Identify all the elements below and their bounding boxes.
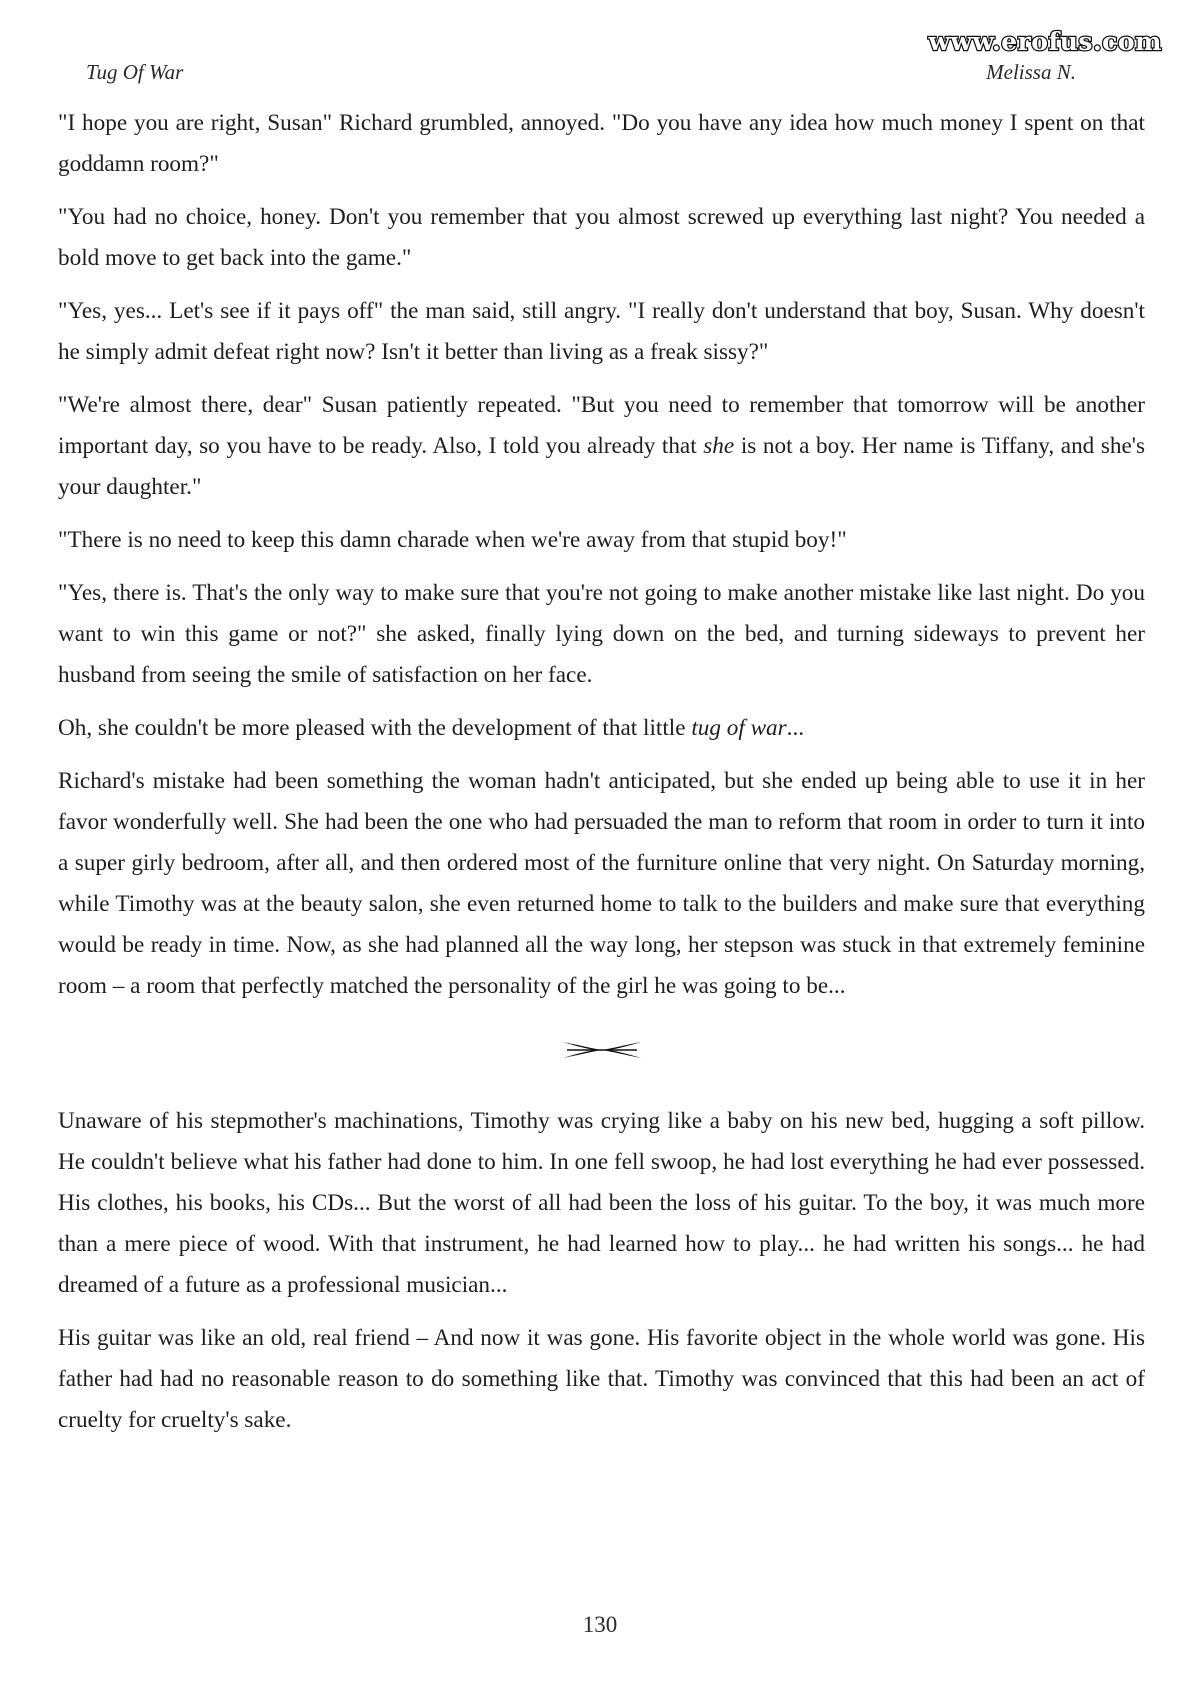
paragraph: "Yes, there is. That's the only way to make sure that you're not going to make another mistake like last night. Do you want to win this game or not?" she asked, finally lying down on the bed, and turning sideways to prevent her husband from seeing the smile of satisfaction on her face. — [58, 580, 1145, 688]
section-separator — [58, 1019, 1145, 1081]
paragraph-text: ... — [786, 715, 805, 741]
paragraph-text: is not a boy. Her name is Tiffany, and she's your daughter." — [58, 433, 1145, 500]
paragraph — [58, 708, 1145, 749]
paragraph: "There is no need to keep this damn charade when we're away from that stupid boy!" — [58, 527, 847, 553]
page-number: 130 — [582, 1612, 618, 1637]
paragraph-text: Oh, she couldn't be more pleased with the development of that little — [58, 715, 692, 741]
page-body — [58, 103, 1145, 1453]
paragraph: Unaware of his stepmother's machinations, Timothy was crying like a baby on his new bed, hugging a soft pillow. He couldn't believe what his father had done to him. In one fell swoop, he had lost everything he had ever possessed. His clothes, his books, his CDs... But the worst of all had been the loss of his guitar. To the boy, it was much more than a mere piece of wood. With that instrument, he had learned how to play... he had written his songs... he had dreamed of a future as a professional musician... — [58, 1108, 1145, 1298]
header-author: Melissa N. — [986, 60, 1076, 84]
paragraph-emphasis: tug of war — [691, 715, 787, 741]
paragraph-emphasis: she — [703, 433, 735, 459]
paragraph: "I hope you are right, Susan" Richard grumbled, annoyed. "Do you have any idea how much money I spent on that goddamn room?" — [58, 110, 1145, 177]
paragraph-text: "We're almost there, dear" Susan patiently repeated. "But you need to remember that tomorrow will be another important day, so you have to be ready. Also, I told you already that — [58, 392, 1145, 459]
paragraph: His guitar was like an old, real friend – And now it was gone. His favorite object in the whole world was gone. His father had had no reasonable reason to do something like that. Timothy was convinced that this had been an act of cruelty for cruelty's sake. — [58, 1325, 1145, 1433]
paragraph: "You had no choice, honey. Don't you remember that you almost screwed up everything last night? You needed a bold move to get back into the game." — [58, 204, 1145, 271]
watermark: www.erofus.com — [928, 27, 1162, 56]
paragraph — [58, 385, 1145, 508]
ornamental-divider-icon — [561, 1037, 643, 1063]
paragraph: Richard's mistake had been something the woman hadn't anticipated, but she ended up being able to use it in her favor wonderfully well. She had been the one who had persuaded the man to reform that room in order to turn it into a super girly bedroom, after all, and then ordered most of the furniture online that very night. On Saturday morning, while Timothy was at the beauty salon, she even returned home to talk to the builders and make sure that everything would be ready in time. Now, as she had planned all the way long, her stepson was stuck in that extremely feminine room – a room that perfectly matched the personality of the girl he was going to be... — [58, 768, 1145, 999]
paragraph: "Yes, yes... Let's see if it pays off" the man said, still angry. "I really don't understand that boy, Susan. Why doesn't he simply admit defeat right now? Isn't it better than living as a freak sissy?" — [58, 298, 1145, 365]
header-book-title: Tug Of War — [86, 60, 184, 84]
